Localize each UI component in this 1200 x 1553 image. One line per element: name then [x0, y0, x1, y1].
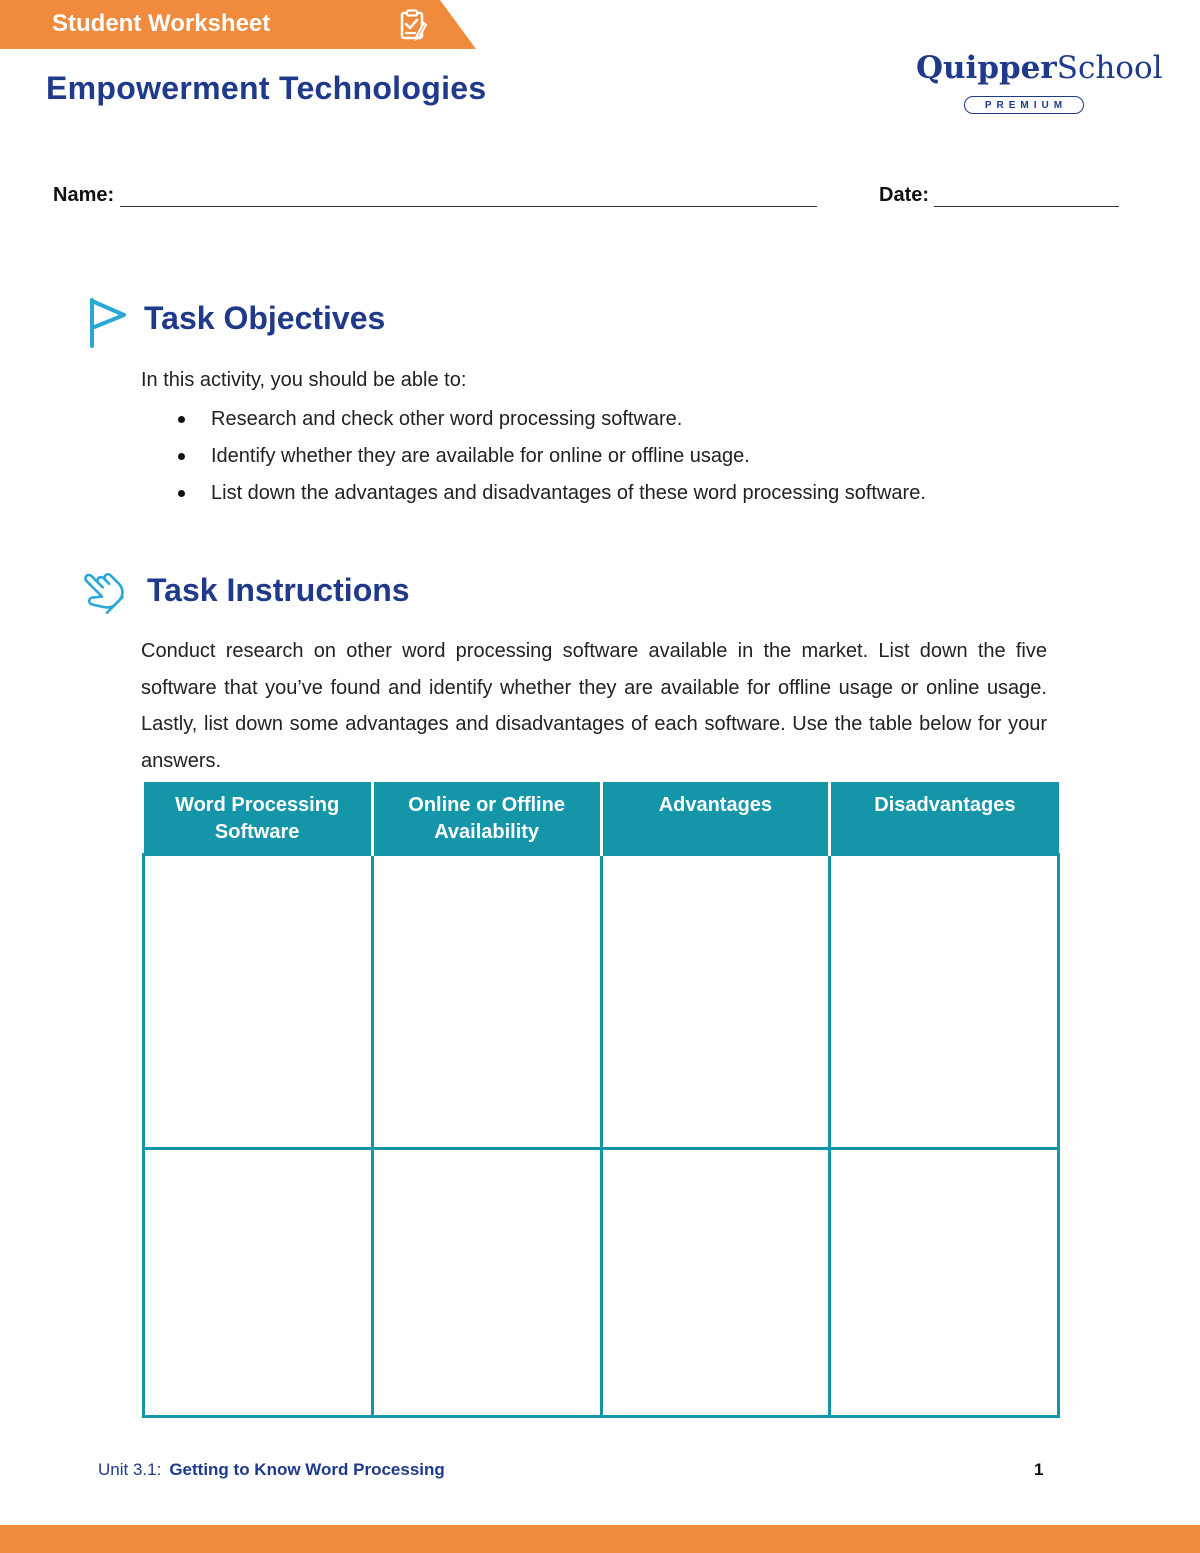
table-header: Advantages [601, 782, 830, 854]
date-label: Date: [879, 184, 930, 206]
tab-label: Student Worksheet [52, 10, 271, 37]
page-number: 1 [1034, 1460, 1044, 1479]
answer-cell[interactable] [830, 854, 1059, 1148]
footer-unit [98, 1460, 445, 1480]
table-row [144, 1148, 1059, 1416]
answer-cell[interactable] [372, 1148, 601, 1416]
answer-cell[interactable] [601, 1148, 830, 1416]
name-label: Name: [53, 184, 115, 206]
date-line[interactable] [934, 206, 1119, 207]
objectives-list [174, 406, 926, 517]
list-item: Research and check other word processing software. [174, 406, 926, 443]
answer-cell[interactable] [372, 854, 601, 1148]
table-header: Disadvantages [830, 782, 1059, 854]
unit-number: Unit 3.1: [98, 1460, 162, 1479]
answer-cell[interactable] [601, 854, 830, 1148]
quipper-school-logo [916, 50, 1163, 122]
instructions-paragraph: Conduct research on other word processing software available in the market. List down the five software that you’ve found and identify whether they are available for offline usage or online usage. Lastly, list down some advantages and disadvantages of each software. Use the table below for your answers. [141, 640, 1047, 773]
list-item: List down the advantages and disadvantages of these word processing software. [174, 480, 926, 517]
instructions-heading: Task Instructions [147, 572, 410, 608]
clipboard-check-icon [398, 9, 428, 46]
table-row [144, 854, 1059, 1148]
logo-wordmark: QuipperSchool [916, 50, 1163, 86]
table-header: Word Processing Software [144, 782, 373, 854]
logo-premium-badge: PREMIUM [964, 96, 1084, 114]
objectives-heading: Task Objectives [144, 300, 386, 336]
answer-cell[interactable] [144, 1148, 373, 1416]
table-header: Online or Offline Availability [372, 782, 601, 854]
unit-title: Getting to Know Word Processing [169, 1460, 445, 1479]
answer-cell[interactable] [830, 1148, 1059, 1416]
answer-cell[interactable] [144, 854, 373, 1148]
objectives-intro: In this activity, you should be able to: [141, 369, 467, 391]
name-line[interactable] [120, 206, 817, 207]
hand-pointer-icon [74, 560, 130, 621]
flag-icon [86, 296, 128, 353]
list-item: Identify whether they are available for online or offline usage. [174, 443, 926, 480]
bottom-bar [0, 1525, 1200, 1553]
document-title: Empowerment Technologies [46, 70, 487, 106]
answer-table [142, 782, 1060, 1418]
